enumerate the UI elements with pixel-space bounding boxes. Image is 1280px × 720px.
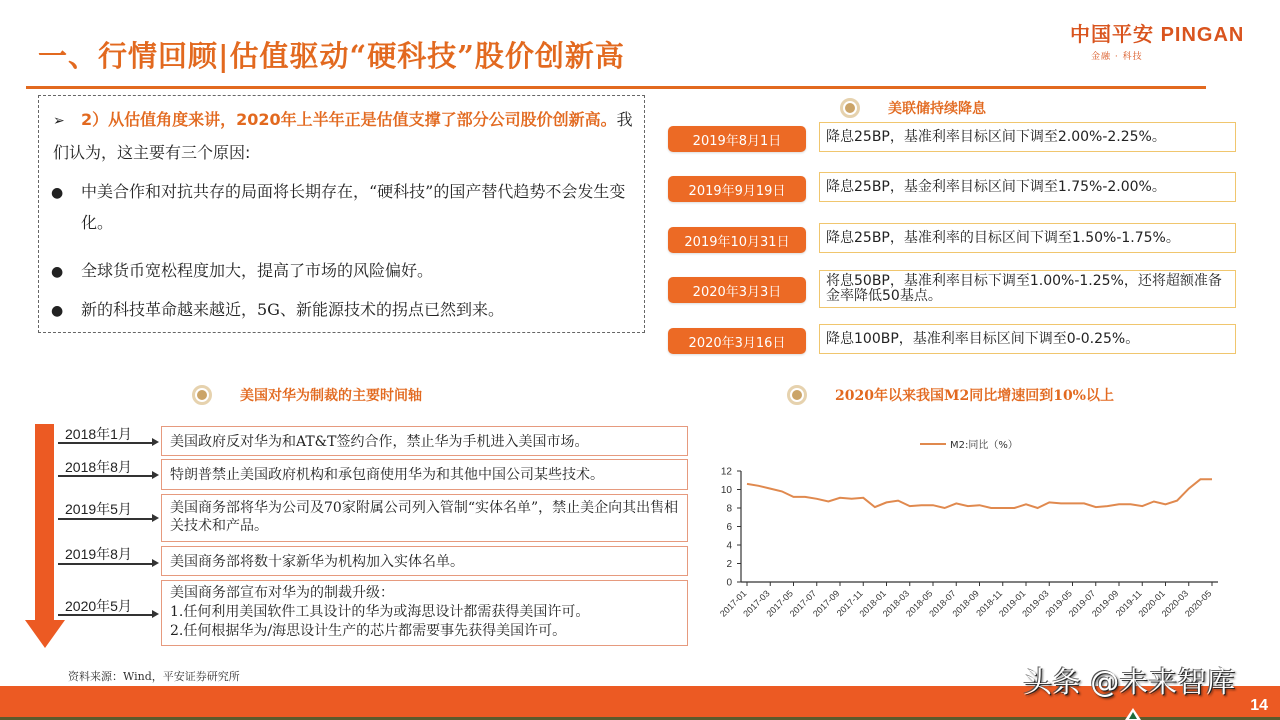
svg-text:2020-05: 2020-05	[1182, 588, 1214, 619]
svg-text:2020-01: 2020-01	[1136, 588, 1167, 619]
svg-text:2020-03: 2020-03	[1159, 588, 1191, 619]
timeline-desc: 美国商务部宣布对华为的制裁升级： 1.任何利用美国软件工具设计的华为或海思设计都需获得美国许可。 2.任何根据华为/海思设计生产的芯片都需要事先获得美国许可。	[161, 580, 688, 646]
svg-text:2018-09: 2018-09	[950, 588, 981, 619]
fed-event-desc: 降息25BP，基金利率目标区间下调至1.75%-2.00%。	[819, 172, 1236, 202]
svg-text:12: 12	[720, 466, 732, 478]
pingan-mark-icon	[1125, 708, 1141, 720]
timeline-date: 2019年5月	[65, 501, 132, 517]
fed-event-date: 2019年8月1日	[668, 126, 806, 152]
svg-text:2018-11: 2018-11	[974, 588, 1005, 619]
svg-text:2017-01: 2017-01	[717, 588, 749, 619]
page-number: 14	[1250, 697, 1268, 714]
svg-text:2: 2	[726, 559, 732, 570]
m2-section-title: 2020年以来我国M2同比增速回到10%以上	[835, 388, 1114, 404]
timeline-desc: 美国商务部将华为公司及70家附属公司列入管制“实体名单”，禁止美企向其出售相关技术和产品。	[161, 494, 688, 542]
svg-text:2019-05: 2019-05	[1043, 588, 1074, 619]
timeline-date: 2018年1月	[65, 426, 132, 442]
bullet-dot-icon: ●	[51, 303, 64, 319]
bullet-dot-icon: ●	[51, 264, 64, 280]
logo-en: PINGAN	[1160, 24, 1245, 46]
source-note: 资料来源：Wind，平安证券研究所	[68, 670, 240, 683]
timeline-desc: 美国政府反对华为和AT&T签约合作，禁止华为手机进入美国市场。	[161, 426, 688, 456]
timeline-desc: 美国商务部将数十家新华为机构加入实体名单。	[161, 546, 688, 576]
svg-text:2017-07: 2017-07	[787, 588, 819, 619]
svg-text:8: 8	[726, 503, 732, 515]
logo-cn: 中国平安	[1070, 24, 1154, 46]
svg-text:2018-07: 2018-07	[927, 588, 958, 619]
svg-text:2018-05: 2018-05	[903, 588, 935, 619]
svg-text:2017-03: 2017-03	[741, 588, 772, 619]
timeline-date: 2019年8月	[65, 546, 132, 562]
svg-text:2019-03: 2019-03	[1020, 588, 1051, 619]
page-title: 一、行情回顾|估值驱动“硬科技”股价创新高	[38, 39, 625, 73]
reasons-lead-bold: 2）从估值角度来讲，2020年上半年正是估值支撑了部分公司股价创新高。	[81, 110, 617, 129]
svg-text:6: 6	[726, 522, 732, 533]
svg-text:2019-07: 2019-07	[1066, 588, 1098, 619]
reason-item: ● 中美合作和对抗共存的局面将长期存在，“硬科技”的国产替代趋势不会发生变化。	[51, 176, 631, 238]
svg-text:10: 10	[720, 485, 732, 496]
fed-section-title: 美联储持续降息	[888, 101, 986, 117]
timeline-desc: 特朗普禁止美国政府机构和承包商使用华为和其他中国公司某些技术。	[161, 459, 688, 490]
svg-text:0: 0	[726, 577, 732, 589]
svg-text:2017-09: 2017-09	[810, 588, 842, 619]
fed-event-date: 2020年3月16日	[668, 328, 806, 354]
svg-text:2017-05: 2017-05	[764, 588, 795, 619]
fed-event-desc: 将息50BP，基准利率目标下调至1.00%-1.25%，还将超额准备金率降低50基点。	[819, 270, 1236, 308]
reason-item: ● 全球货币宽松程度加大，提高了市场的风险偏好。	[51, 255, 631, 288]
svg-text:2018-03: 2018-03	[880, 588, 912, 619]
logo-tagline: 金融 · 科技	[1091, 52, 1143, 62]
fed-event-desc: 降息100BP，基准利率目标区间下调至0-0.25%。	[819, 324, 1236, 354]
reason-item: ● 新的科技革命越来越近，5G、新能源技术的拐点已然到来。	[51, 294, 631, 327]
reasons-lead-normal: 我们认为，这主要有三个原因:	[53, 110, 633, 162]
legend-label: M2:同比（%）	[950, 440, 1018, 451]
watermark: 头条 @未来智库	[1023, 665, 1236, 699]
svg-text:2018-01: 2018-01	[857, 588, 888, 619]
svg-text:2019-09: 2019-09	[1089, 588, 1121, 619]
fed-event-date: 2020年3月3日	[668, 277, 806, 303]
fed-event-desc: 降息25BP，基准利率的目标区间下调至1.50%-1.75%。	[819, 223, 1236, 253]
fed-event-date: 2019年9月19日	[668, 176, 806, 202]
fed-event-date: 2019年10月31日	[668, 227, 806, 253]
timeline-date: 2020年5月	[65, 598, 132, 614]
huawei-section-title: 美国对华为制裁的主要时间轴	[240, 388, 422, 404]
svg-text:2017-11: 2017-11	[834, 588, 865, 619]
svg-text:4: 4	[726, 540, 732, 552]
fed-event-desc: 降息25BP，基准利率目标区间下调至2.00%-2.25%。	[819, 122, 1236, 152]
bullet-dot-icon: ●	[51, 185, 64, 201]
svg-text:2019-01: 2019-01	[996, 588, 1028, 619]
timeline-date: 2018年8月	[65, 459, 132, 475]
svg-text:2019-11: 2019-11	[1113, 588, 1144, 619]
arrow-bullet-icon: ➢	[53, 113, 65, 129]
